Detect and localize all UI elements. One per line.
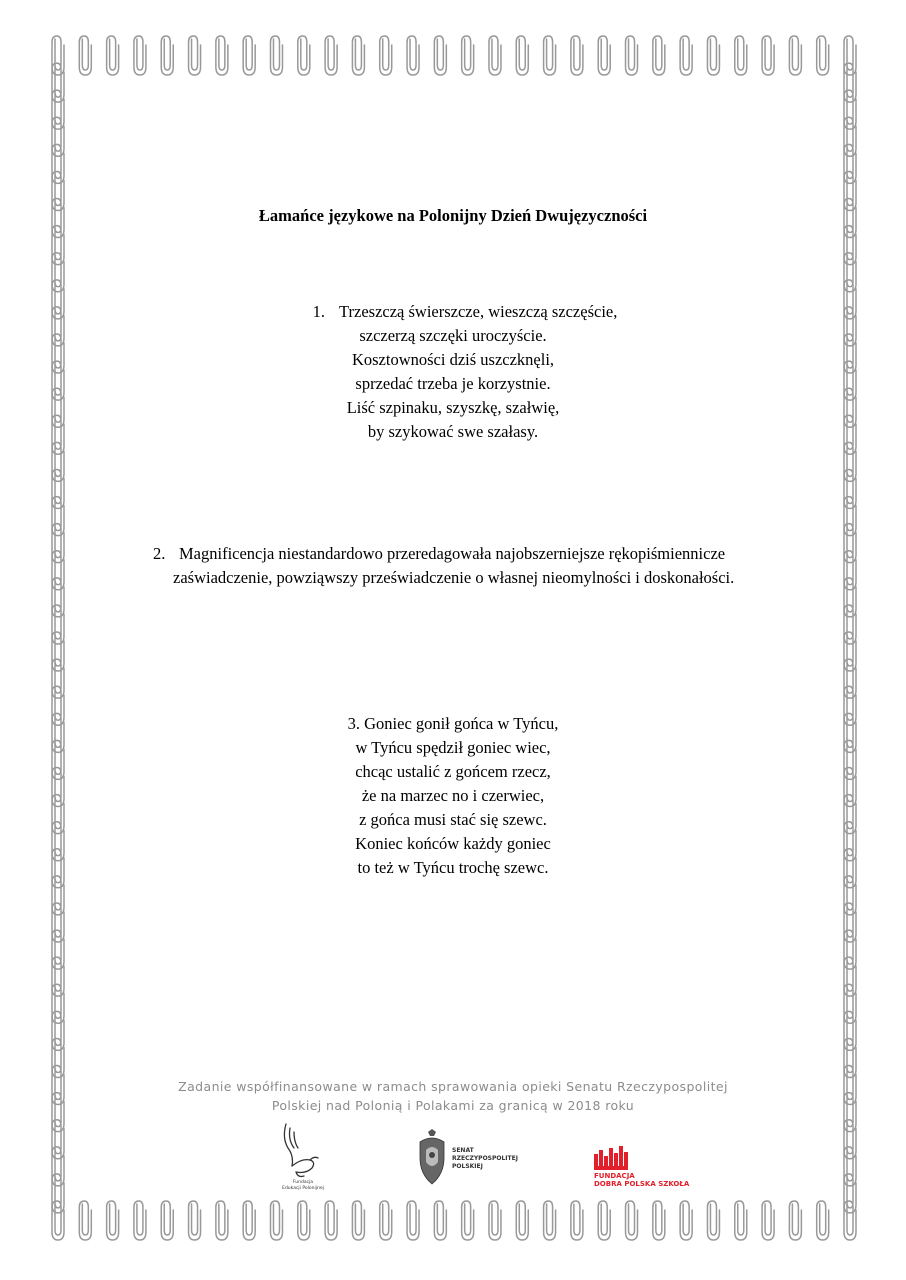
svg-text:Edukacji Polonijnej: Edukacji Polonijnej xyxy=(282,1186,324,1191)
paperclip-icon xyxy=(52,497,64,536)
paperclip-icon xyxy=(134,36,146,75)
paperclip-icon xyxy=(434,36,446,75)
paperclip-icon xyxy=(52,876,64,915)
paperclip-icon xyxy=(380,36,392,75)
paperclip-icon xyxy=(844,90,856,129)
paperclip-icon xyxy=(844,1201,856,1240)
paperclip-icon xyxy=(161,1201,173,1240)
poem-line: by szykować swe szałasy. xyxy=(367,422,539,441)
paperclip-icon xyxy=(52,1120,64,1159)
paperclip-icon xyxy=(844,659,856,698)
paperclip-icon xyxy=(79,36,91,75)
paperclip-icon xyxy=(516,1201,528,1240)
svg-text:Fundacja: Fundacja xyxy=(292,1180,314,1185)
paperclip-icon xyxy=(489,36,501,75)
paperclip-icon xyxy=(189,1201,201,1240)
poem-number: 2. xyxy=(153,544,166,563)
paperclip-icon xyxy=(844,930,856,969)
paperclip-icon xyxy=(380,1201,392,1240)
paperclip-icon xyxy=(298,36,310,75)
paperclip-icon xyxy=(434,1201,446,1240)
paperclip-icon xyxy=(52,171,64,210)
paperclip-icon xyxy=(844,605,856,644)
paperclip-icon xyxy=(52,1174,64,1213)
paperclip-icon xyxy=(844,903,856,942)
dobra-polska-szkola-logo xyxy=(590,1144,700,1190)
paperclip-icon xyxy=(735,36,747,75)
paperclip-icon xyxy=(544,1201,556,1240)
paperclip-icon xyxy=(844,1038,856,1077)
paperclip-icon xyxy=(844,876,856,915)
paperclip-icon xyxy=(844,1011,856,1050)
paperclip-icon xyxy=(52,1011,64,1050)
paperclip-icon xyxy=(707,36,719,75)
paperclip-icon xyxy=(762,1201,774,1240)
svg-text:DOBRA POLSKA SZKOŁA: DOBRA POLSKA SZKOŁA xyxy=(594,1180,690,1188)
paperclip-icon xyxy=(52,469,64,508)
paperclip-icon xyxy=(844,984,856,1023)
paperclip-icon xyxy=(52,1201,64,1240)
city-skyline-icon xyxy=(594,1146,628,1170)
paperclip-icon xyxy=(844,469,856,508)
poem-line: chcąc ustalić z gońcem rzecz, xyxy=(355,762,551,781)
sponsor-note-line: Zadanie współfinansowane w ramach sprawowania opieki Senatu Rzeczypospolitej xyxy=(178,1079,728,1094)
paperclip-icon xyxy=(817,36,829,75)
paperclip-icon xyxy=(844,253,856,292)
paperclip-icon xyxy=(762,36,774,75)
paperclip-icon xyxy=(52,226,64,265)
poem-3 xyxy=(0,712,906,880)
paperclip-icon xyxy=(844,36,856,75)
paperclip-icon xyxy=(298,1201,310,1240)
paperclip-icon xyxy=(325,1201,337,1240)
poem-line: Kosztowności dziś uszczknęli, xyxy=(351,350,555,369)
svg-text:POLSKIEJ: POLSKIEJ xyxy=(452,1163,483,1170)
poem-1 xyxy=(0,300,906,444)
paperclip-icon xyxy=(789,36,801,75)
paperclip-icon xyxy=(598,36,610,75)
paperclip-icon xyxy=(707,1201,719,1240)
poem-line: w Tyńcu spędził goniec wiec, xyxy=(355,738,551,757)
paperclip-icon xyxy=(243,1201,255,1240)
fundacja-edukacji-polonijnej-logo xyxy=(268,1118,338,1192)
paperclip-icon xyxy=(161,36,173,75)
paperclip-icon xyxy=(844,1120,856,1159)
paperclip-icon xyxy=(325,36,337,75)
paperclip-icon xyxy=(817,1201,829,1240)
paperclip-icon xyxy=(653,36,665,75)
paperclip-icon xyxy=(52,63,64,102)
poem-2 xyxy=(0,542,906,590)
paperclip-icon xyxy=(680,36,692,75)
paperclip-icon xyxy=(844,957,856,996)
poem-line: 2. Magnificencja niestandardowo przeredagowała najobszerniejsze rękopiśmiennicze xyxy=(0,542,906,566)
paperclip-icon xyxy=(789,1201,801,1240)
paperclip-icon xyxy=(52,659,64,698)
paperclip-icon xyxy=(407,1201,419,1240)
page-title: Łamańce językowe na Polonijny Dzień Dwujęzyczności xyxy=(258,206,648,225)
svg-text:FUNDACJA: FUNDACJA xyxy=(594,1172,635,1180)
svg-text:RZECZYPOSPOLITEJ: RZECZYPOSPOLITEJ xyxy=(452,1155,518,1162)
paperclip-icon xyxy=(270,1201,282,1240)
paperclip-icon xyxy=(653,1201,665,1240)
paperclip-icon xyxy=(216,36,228,75)
paperclip-icon xyxy=(52,253,64,292)
paperclip-icon xyxy=(352,1201,364,1240)
paperclip-icon xyxy=(844,497,856,536)
paperclip-icon xyxy=(52,605,64,644)
paperclip-icon xyxy=(107,36,119,75)
paperclip-icon xyxy=(462,36,474,75)
paperclip-icon xyxy=(189,36,201,75)
paperclip-icon xyxy=(735,1201,747,1240)
paperclip-icon xyxy=(52,903,64,942)
paperclip-icon xyxy=(79,1201,91,1240)
paperclip-icon xyxy=(52,442,64,481)
paperclip-icon xyxy=(407,36,419,75)
paperclip-icon xyxy=(544,36,556,75)
paperclip-icon xyxy=(216,1201,228,1240)
paperclip-icon xyxy=(516,36,528,75)
paperclip-icon xyxy=(107,1201,119,1240)
poem-line: to też w Tyńcu trochę szewc. xyxy=(357,858,549,877)
paperclip-icon xyxy=(626,1201,638,1240)
poem-line: Liść szpinaku, szyszkę, szałwię, xyxy=(346,398,560,417)
paperclip-icon xyxy=(52,144,64,183)
paperclip-icon xyxy=(52,930,64,969)
paperclip-icon xyxy=(844,442,856,481)
paperclip-icon xyxy=(844,171,856,210)
poem-line: szczerzą szczęki uroczyście. xyxy=(359,326,547,345)
sponsor-note xyxy=(0,1077,906,1115)
paperclip-icon xyxy=(844,63,856,102)
svg-text:SENAT: SENAT xyxy=(452,1147,474,1154)
paperclip-icon xyxy=(844,632,856,671)
paperclip-icon xyxy=(598,1201,610,1240)
poem-line: z gońca musi stać się szewc. xyxy=(359,810,547,829)
paperclip-icon xyxy=(52,1038,64,1077)
paperclip-icon xyxy=(352,36,364,75)
eagle-crest-icon xyxy=(420,1129,444,1184)
poem-line: 3. Goniec gonił gońca w Tyńcu, xyxy=(347,714,559,733)
paperclip-icon xyxy=(844,117,856,156)
sponsor-note-line: Polskiej nad Polonią i Polakami za granicą w 2018 roku xyxy=(271,1098,635,1113)
poem-line: sprzedać trzeba je korzystnie. xyxy=(355,374,551,393)
paperclip-icon xyxy=(680,1201,692,1240)
paperclip-icon xyxy=(52,632,64,671)
paperclip-icon xyxy=(844,1174,856,1213)
paperclip-icon xyxy=(489,1201,501,1240)
poem-line: Koniec końców każdy goniec xyxy=(355,834,551,853)
paperclip-icon xyxy=(844,226,856,265)
poem-line: zaświadczenie, powziąwszy przeświadczenie o własnej nieomylności i doskonałości. xyxy=(173,568,735,587)
paperclip-icon xyxy=(52,984,64,1023)
paperclip-icon xyxy=(844,1147,856,1186)
paperclip-icon xyxy=(52,1147,64,1186)
paperclip-icon xyxy=(571,1201,583,1240)
paperclip-icon xyxy=(52,957,64,996)
paperclip-icon xyxy=(270,36,282,75)
paperclip-icon xyxy=(844,144,856,183)
paperclip-icon xyxy=(134,1201,146,1240)
eagle-logo-icon xyxy=(284,1124,318,1177)
poem-line: że na marzec no i czerwiec, xyxy=(361,786,545,805)
paperclip-icon xyxy=(52,36,64,75)
poem-number: 1. xyxy=(312,302,326,321)
paperclip-icon xyxy=(243,36,255,75)
paperclip-icon xyxy=(626,36,638,75)
paperclip-icon xyxy=(462,1201,474,1240)
poem-line: 1. Trzeszczą świerszcze, wieszczą szczęście, xyxy=(0,300,906,324)
paperclip-icon xyxy=(571,36,583,75)
senat-logo xyxy=(410,1128,530,1192)
paperclip-icon xyxy=(52,117,64,156)
paperclip-icon xyxy=(52,90,64,129)
